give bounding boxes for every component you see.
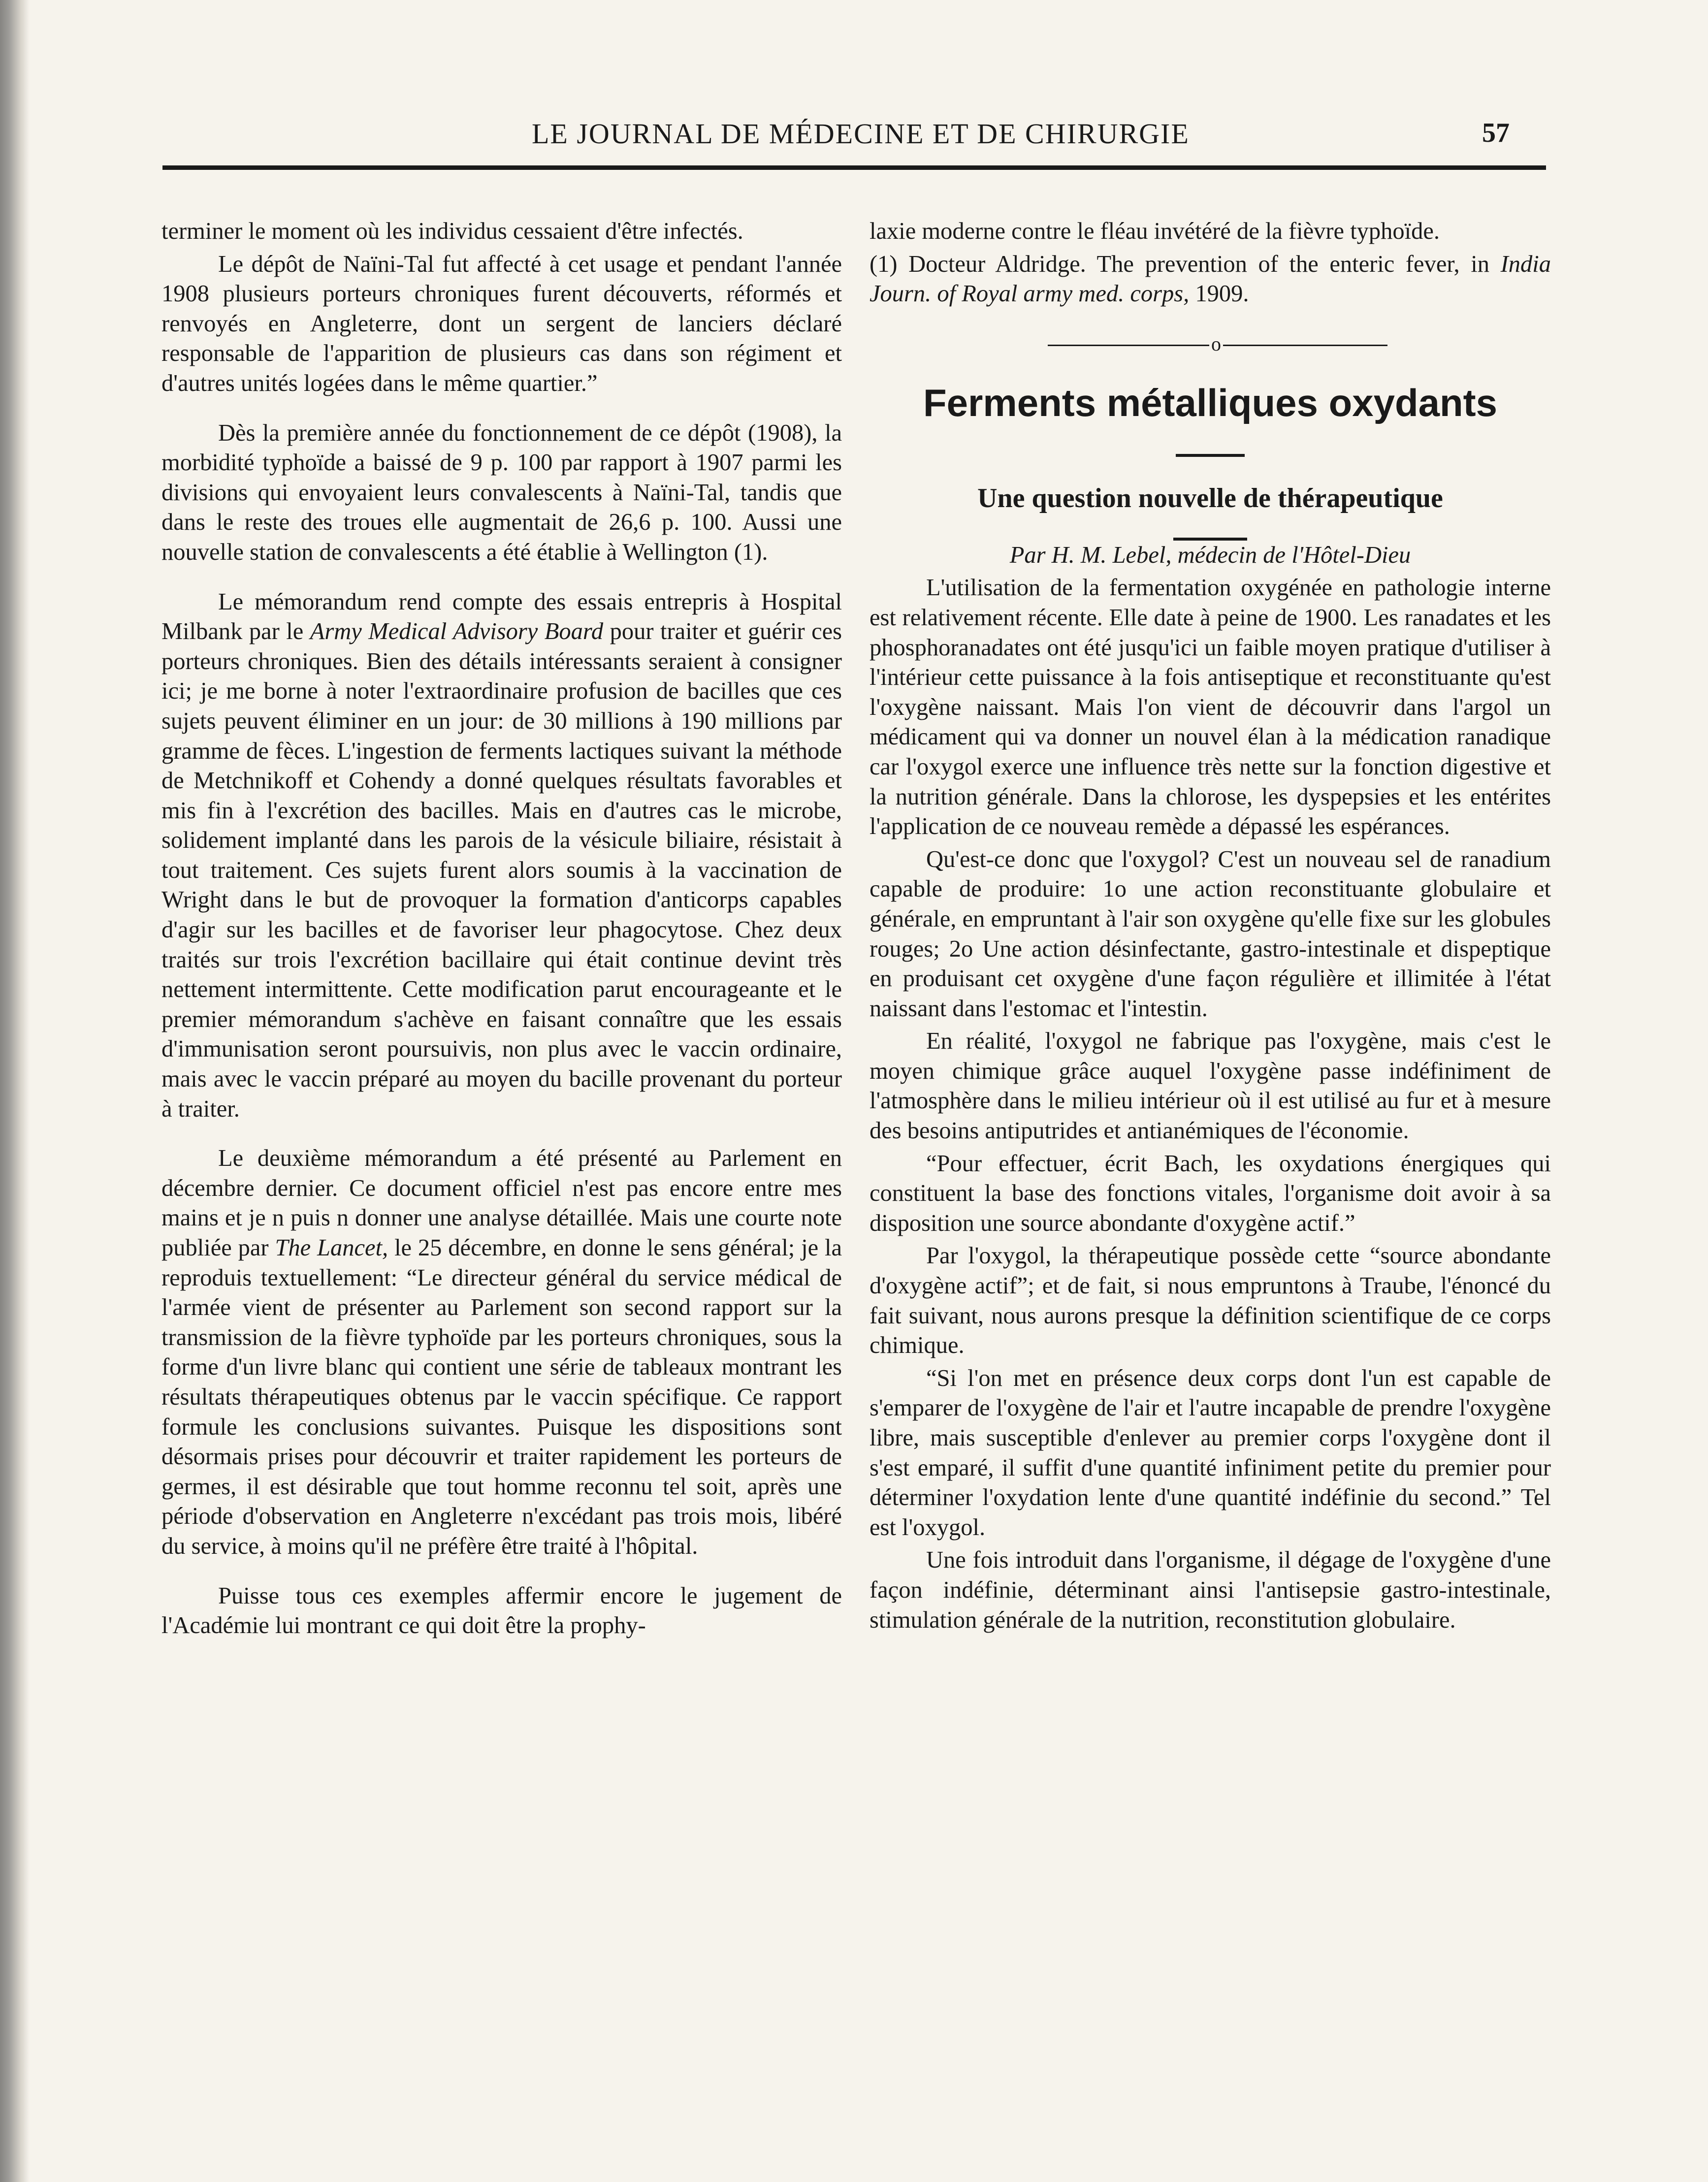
right-column — [870, 217, 1551, 1635]
page-number: 57 — [1482, 118, 1510, 148]
article-subtitle: Une question nouvelle de thérapeutique — [977, 482, 1443, 513]
paragraph: Par l'oxygol, la thérapeutique possède cette “source abondante d'oxygène actif”; et de fait, si nous empruntons à Traube, l'énoncé du fait suivant, nous aurons presque la définition scientifique de ce corps chimique. — [870, 1243, 1551, 1359]
footnote: (1) Docteur Aldridge. The prevention of the enteric fever, in India Journ. of Royal army med. corps, 1909. — [870, 251, 1551, 307]
paragraph: Une fois introduit dans l'organisme, il dégage de l'oxygène d'une façon indéfinie, déterminant ainsi l'antisepsie gastro-intestinale, stimulation générale de la nutrition, reconstitution globulaire. — [870, 1547, 1551, 1633]
paragraph-milbank: Le mémorandum rend compte des essais entrepris à Hospital Milbank par le Army Medical Advisory Board pour traiter et guérir ces porteurs chroniques. Bien des détails intéressants seraient à consigner ici; je me borne à noter l'extraordinaire profusion de bacilles que ces sujets peuvent éliminer en un jour: de 30 millions à 190 millions par gramme de fèces. L'ingestion de ferments lactiques suivant la méthode de Metchnikoff et Cohendy a donné quelques résultats favorables et mis fin à l'excrétion des bacilles. Mais en d'autres cas le microbe, solidement implanté dans les parois de la vésicule biliaire, résistait à tout traitement. Ces sujets furent alors soumis à la vaccination de Wright dans le but de provoquer la formation d'anticorps capables d'agir sur les bacilles et de favoriser leur phagocytose. Chez deux traités sur trois l'excrétion bacillaire qui était continue devint très nettement intermittente. Cette modification parut encourageante et le premier mémorandum s'achève en faisant connaître que les essais d'immunisation seront poursuivis, non plus avec le vaccin ordinaire, mais avec le vaccin préparé au moyen du bacille provenant du porteur à traiter. — [161, 588, 842, 1122]
separator-ornament: o — [1209, 332, 1223, 356]
paragraph: Dès la première année du fonctionnement de ce dépôt (1908), la morbidité typhoïde a baissé de 9 p. 100 par rapport à 1907 parmi les divisions qui envoyaient leurs convalescents à Naïni-Tal, tandis que dans le reste des troues elle augmentait de 26,6 p. 100. Aussi une nouvelle station de convalescents a été établie à Wellington (1). — [161, 419, 842, 565]
journal-name: The Lancet, — [275, 1235, 388, 1261]
left-column — [161, 217, 842, 1641]
paragraph: “Pour effectuer, écrit Bach, les oxydations énergiques qui constituent la base des fonctions vitales, l'organisme doit avoir à sa disposition une source abondante d'oxygène actif.” — [870, 1150, 1551, 1236]
continuation-text: laxie moderne contre le fléau invétéré de la fièvre typhoïde. — [870, 218, 1440, 244]
title-rule — [1176, 454, 1245, 457]
paragraph: Le dépôt de Naïni-Tal fut affecté à cet usage et pendant l'année 1908 plusieurs porteurs chroniques furent découverts, réformés et renvoyés en Angleterre, dont un sergent de lanciers déclaré responsable de l'apparition de plusieurs cas dans son régiment et d'autres unités logées dans le même quartier.” — [161, 251, 842, 396]
paragraph: “Si l'on met en présence deux corps dont l'un est capable de s'emparer de l'oxygène de l'air et l'autre incapable de prendre l'oxygène libre, mais susceptible d'enlever au premier corps l'oxygène dont il s'est emparé, il suffit d'une quantité infiniment petite du premier pour déterminer l'oxydation lente d'une quantité indéfinie du second.” Tel est l'oxygol. — [870, 1365, 1551, 1540]
paragraph: Qu'est-ce donc que l'oxygol? C'est un nouveau sel de ranadium capable de produire: 1o une action reconstituante globulaire et générale, en empruntant à l'air son oxygène qu'elle fixe sur les globules rouges; 2o Une action désinfectante, gastro-intestinale et dispeptique en produisant cet oxygène d'une façon régulière et illimitée à l'état naissant dans l'estomac et l'intestin. — [870, 846, 1551, 1022]
paragraph: L'utilisation de la fermentation oxygénée en pathologie interne est relativement récente. Elle date à peine de 1900. Les ranadates et les phosphoranadates ont été jusqu'ici un faible moyen pratique d'utiliser à l'intérieur cette puissance à la fois antiseptique et reconstituante qu'est l'oxygène naissant. Mais l'on vient de découvrir dans l'argol un médicament qui va donner un nouvel élan à la médication ranadique car l'oxygol exerce une influence très nette sur la fonction digestive et la nutrition générale. Dans la chlorose, les dyspepsies et les entérites l'application de ce nouveau remède a dépassé les espérances. — [870, 575, 1551, 840]
page-binding-edge — [0, 0, 30, 2182]
board-name: Army Medical Advisory Board — [310, 618, 604, 645]
byline: Par H. M. Lebel, médecin de l'Hôtel-Dieu — [1009, 542, 1411, 568]
paragraph: terminer le moment où les individus cessaient d'être infectés. — [161, 218, 743, 244]
paragraph-second-memorandum: Le deuxième mémorandum a été présenté au Parlement en décembre dernier. Ce document officiel n'est pas encore entre mes mains et je n puis n donner une analyse détaillée. Mais une courte note publiée par The Lancet, le 25 décembre, en donne le sens général; je la reproduis textuellement: “Le directeur général du service médical de l'armée vient de présenter au Parlement son second rapport sur la transmission de la fièvre typhoïde par les porteurs chroniques, sous la forme d'un livre blanc qui contient une série de tableaux montrant les résultats thérapeutiques obtenus par le vaccin spécifique. Ce rapport formule les conclusions suivantes. Puisque les dispositions sont désormais prises pour découvrir et traiter rapidement les porteurs de germes, il est désirable que tout homme reconnu tel soit, après une période d'observation en Angleterre n'excédant pas trois mois, libéré du service, à moins qu'il ne préfère être traité à l'hôpital. — [161, 1145, 842, 1559]
article-title: Ferments métalliques oxydants — [923, 381, 1498, 424]
paragraph: Puisse tous ces exemples affermir encore le jugement de l'Académie lui montrant ce qui doit être la prophy- — [161, 1582, 842, 1639]
header-rule — [162, 165, 1546, 170]
running-title: LE JOURNAL DE MÉDECINE ET DE CHIRURGIE — [532, 118, 1190, 150]
article-separator — [870, 330, 1551, 359]
paragraph: En réalité, l'oxygol ne fabrique pas l'oxygène, mais c'est le moyen chimique grâce auquel l'oxygène passe indéfiniment de l'atmosphère dans le milieu intérieur où il est utilisé au fur et à mesure des besoins antiputrides et antianémiques de l'économie. — [870, 1028, 1551, 1144]
